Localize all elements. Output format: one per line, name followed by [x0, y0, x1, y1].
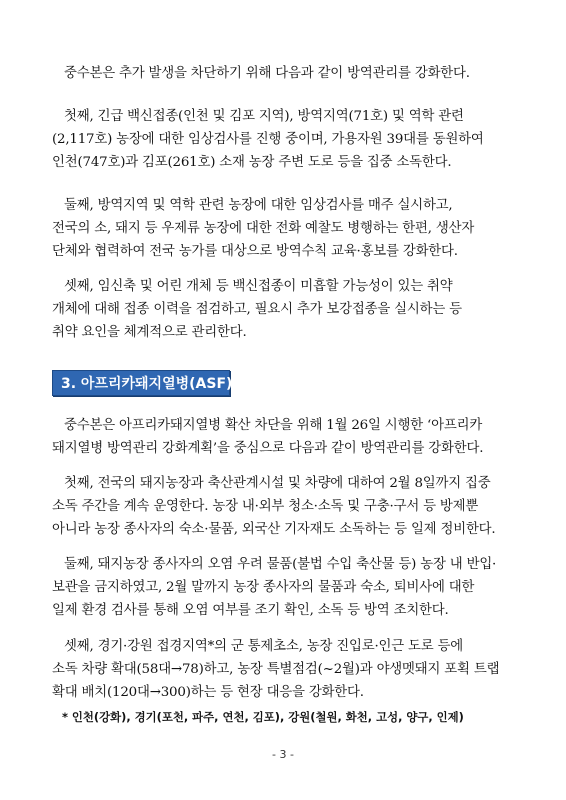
paragraph-asf-second	[52, 553, 514, 622]
text-line: 중수본은 추가 발생을 차단하기 위해 다음과 같이 방역관리를 강화한다.	[64, 66, 470, 81]
text-line: 아니라 농장 종사자의 숙소·물품, 외국산 기자재도 소독하는 등 일제 정비한다.	[52, 522, 496, 537]
paragraph-asf-third	[52, 635, 514, 704]
paragraph-fmd-second	[52, 194, 514, 263]
text-line: 취약 요인을 체계적으로 관리한다.	[52, 325, 247, 340]
text-line: 인천(747호)과 김포(261호) 소재 농장 주변 도로 등을 집중 소독한다.	[52, 155, 452, 170]
text-line: 전국의 소, 돼지 등 우제류 농장에 대한 전화 예찰도 병행하는 한편, 생산자	[52, 221, 475, 236]
text-line: 개체에 대해 접종 이력을 점검하고, 필요시 추가 보강접종을 실시하는 등	[52, 302, 462, 317]
paragraph-fmd-third	[52, 275, 514, 344]
paragraph-intro-asf	[52, 414, 514, 460]
text-line: 소독 차량 확대(58대→78)하고, 농장 특별점검(~2월)과 야생멧돼지 포획 트랩	[52, 662, 500, 677]
paragraph-fmd-first	[52, 105, 514, 174]
text-line: 중수본은 아프리카돼지열병 확산 차단을 위해 1월 26일 시행한 ‘아프리카	[64, 418, 483, 433]
footnote-border-areas: * 인천(강화), 경기(포천, 파주, 연천, 김포), 강원(철원, 화천, 고성, 양구, 인제)	[62, 710, 464, 724]
text-line: 돼지열병 방역관리 강화계획’을 중심으로 다음과 같이 방역관리를 강화한다.	[52, 441, 484, 456]
text-line: 확대 배치(120대→300)하는 등 현장 대응을 강화한다.	[52, 685, 364, 700]
text-line: 첫째, 긴급 백신접종(인천 및 김포 지역), 방역지역(71호) 및 역학 관련	[64, 109, 464, 124]
paragraph-intro-fmd	[52, 62, 514, 85]
paragraph-asf-first	[52, 472, 514, 541]
text-line: 둘째, 돼지농장 종사자의 오염 우려 물품(불법 수입 축산물 등) 농장 내 반입·	[64, 557, 497, 572]
text-line: 둘째, 방역지역 및 역학 관련 농장에 대한 임상검사를 매주 실시하고,	[64, 198, 453, 213]
text-line: 일제 환경 검사를 통해 오염 여부를 조기 확인, 소독 등 방역 조치한다.	[52, 603, 449, 618]
text-line: 소독 주간을 계속 운영한다. 농장 내·외부 청소·소독 및 구충·구서 등 방제뿐	[52, 499, 479, 514]
text-line: 보관을 금지하였고, 2월 말까지 농장 종사자의 물품과 숙소, 퇴비사에 대한	[52, 580, 475, 595]
text-line: 셋째, 임신축 및 어린 개체 등 백신접종이 미흡할 가능성이 있는 취약	[64, 279, 453, 294]
section-heading-asf: 3. 아프리카돼지열병(ASF)	[52, 370, 230, 396]
page-number: - 3 -	[272, 748, 294, 761]
text-line: 단체와 협력하여 전국 농가를 대상으로 방역수칙 교육·홍보를 강화한다.	[52, 244, 458, 259]
text-line: 첫째, 전국의 돼지농장과 축산관계시설 및 차량에 대하여 2월 8일까지 집중	[64, 476, 491, 491]
text-line: (2,117호) 농장에 대한 임상검사를 진행 중이며, 가용자원 39대를 동원하여	[52, 132, 484, 147]
text-line: 셋째, 경기·강원 접경지역*의 군 통제초소, 농장 진입로·인근 도로 등에	[64, 639, 464, 654]
